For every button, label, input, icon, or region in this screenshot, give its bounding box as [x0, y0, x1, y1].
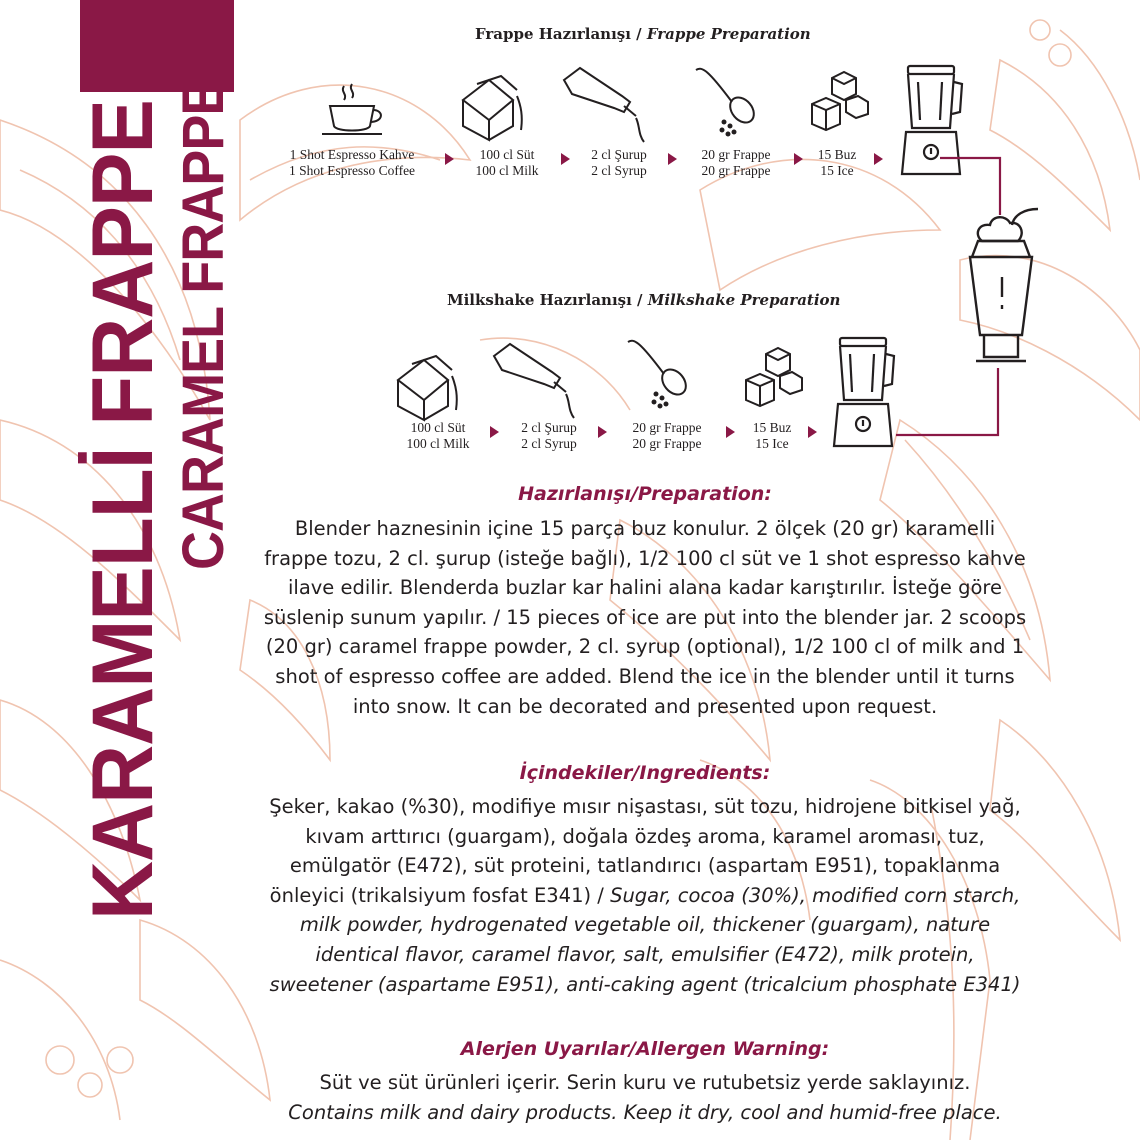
allergen-heading: Alerjen Uyarılar/Allergen Warning: [460, 1038, 830, 1060]
allergen-text-turkish: Süt ve süt ürünleri içerir. Serin kuru ve rutubetsiz yerde saklayınız. [319, 1071, 971, 1094]
milkshake-step-2: 2 cl Şurup 2 cl Syrup [521, 420, 577, 451]
product-title-turkish: KARAMELLİ FRAPPE [75, 100, 171, 921]
ingredients-heading: İçindekiler/Ingredients: [519, 762, 771, 784]
preparation-text: Blender haznesinin içine 15 parça buz konulur. 2 ölçek (20 gr) karamelli frappe tozu, 2 cl. şurup (isteğe bağlı), 1/2 100 cl süt ve 1 shot espresso kahve ilave edilir. Blenderda buzlar kar halini alana kadar karıştırılır. İsteğe göre süslenip sunum yapılır. / 15 pieces of ice are put into the blender jar. 2 scoops (20 gr) caramel frappe powder, 2 cl. syrup (optional), 1/2 100 cl of milk and 1 shot of espresso coffee are added. Blend the ice in the blender until it turns into snow. It can be decorated and presented upon request. [263, 517, 1027, 718]
milkshake-step-3: 20 gr Frappe 20 gr Frappe [632, 420, 702, 451]
milkshake-step-1: 100 cl Süt 100 cl Milk [406, 420, 470, 451]
milkshake-preparation-title: Milkshake Hazırlanışı / Milkshake Preparation [447, 291, 841, 309]
allergen-text [262, 1068, 1028, 1127]
frappe-step-2: 100 cl Süt 100 cl Milk [475, 147, 539, 178]
preparation-heading: Hazırlanışı/Preparation: [518, 483, 772, 505]
frappe-step-5: 15 Buz 15 Ice [817, 147, 857, 178]
ingredients-text-english: Sugar, cocoa (30%), modified corn starch, milk powder, hydrogenated vegetable oil, thickener (guargam), nature identical flavor, caramel flavor, salt, emulsifier (E472), milk protein, sweetener (aspartame E951), anti-caking agent (tricalcium phosphate E341) [269, 883, 1021, 996]
frappe-step-3: 2 cl Şurup 2 cl Syrup [591, 147, 647, 178]
frappe-step-4: 20 gr Frappe 20 gr Frappe [701, 147, 771, 178]
milkshake-step-4: 15 Buz 15 Ice [752, 420, 792, 451]
ingredients-text [262, 792, 1028, 999]
frappe-preparation-title: Frappe Hazırlanışı / Frappe Preparation [475, 25, 811, 43]
frappe-glass-icon [962, 205, 1040, 369]
allergen-text-english: Contains milk and dairy products. Keep it dry, cool and humid-free place. [288, 1100, 1002, 1124]
frappe-step-1: 1 Shot Espresso Kahve 1 Shot Espresso Coffee [288, 147, 416, 178]
product-title-english: CARAMEL FRAPPE [171, 80, 236, 571]
ingredients-text-turkish: Şeker, kakao (%30), modifiye mısır nişastası, süt tozu, hidrojene bitkisel yağ, kıvam arttırıcı (guargam), doğala özdeş aroma, karamel aroması, tuz, emülgatör (E472), süt proteini, tatlandırıcı (aspartam E951), topaklanma önleyici (trikalsiyum fosfat E341) / [269, 795, 1021, 907]
